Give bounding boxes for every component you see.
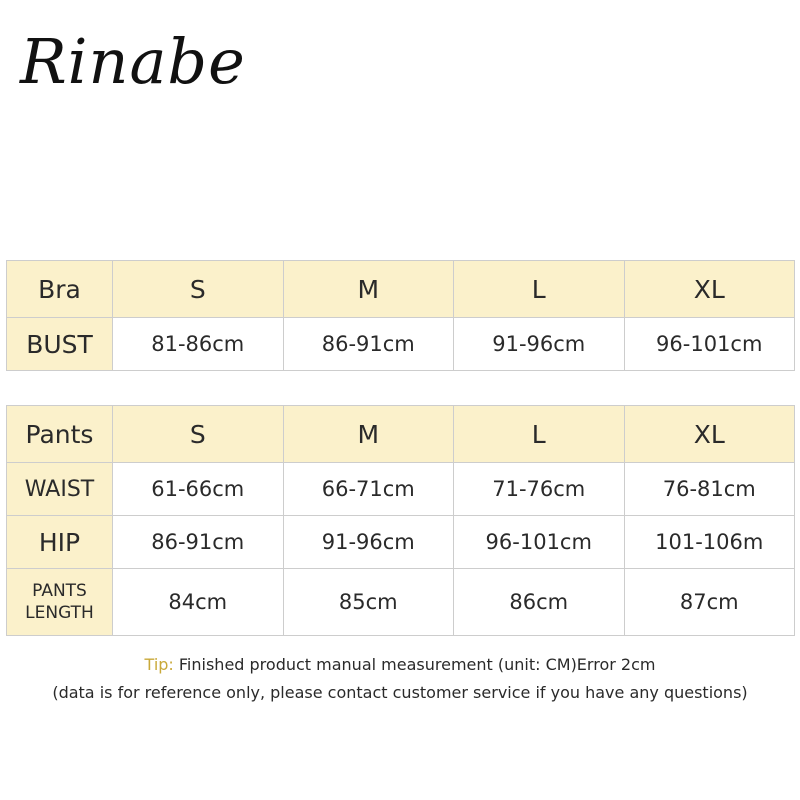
hip-value-xl: 101-106m — [624, 516, 795, 569]
pants-length-label-line1: PANTS — [32, 581, 87, 601]
hip-row — [7, 516, 795, 569]
pants-size-s: S — [113, 406, 284, 463]
pants-length-value-s: 84cm — [113, 569, 284, 636]
waist-value-m: 66-71cm — [283, 463, 454, 516]
bra-header-label: Bra — [7, 261, 113, 318]
waist-value-s: 61-66cm — [113, 463, 284, 516]
pants-length-row — [7, 569, 795, 636]
bra-size-xl: XL — [624, 261, 795, 318]
pants-length-value-xl: 87cm — [624, 569, 795, 636]
hip-value-l: 96-101cm — [454, 516, 625, 569]
pants-size-l: L — [454, 406, 625, 463]
bust-value-l: 91-96cm — [454, 318, 625, 371]
hip-label: HIP — [7, 516, 113, 569]
waist-value-l: 71-76cm — [454, 463, 625, 516]
waist-row — [7, 463, 795, 516]
tip-prefix: Tip: — [144, 655, 179, 674]
brand-logo: Rinabe — [20, 25, 246, 98]
bra-size-l: L — [454, 261, 625, 318]
reference-note: (data is for reference only, please contact customer service if you have any questions) — [52, 683, 748, 702]
bust-label: BUST — [7, 318, 113, 371]
pants-size-m: M — [283, 406, 454, 463]
pants-length-value-l: 86cm — [454, 569, 625, 636]
bra-size-table — [6, 260, 795, 371]
bra-size-s: S — [113, 261, 284, 318]
pants-size-table — [6, 405, 795, 636]
pants-size-xl: XL — [624, 406, 795, 463]
bust-value-xl: 96-101cm — [624, 318, 795, 371]
hip-value-m: 91-96cm — [283, 516, 454, 569]
bust-value-s: 81-86cm — [113, 318, 284, 371]
bra-header-row — [7, 261, 795, 318]
bust-row — [7, 318, 795, 371]
pants-length-value-m: 85cm — [283, 569, 454, 636]
tip-text: Finished product manual measurement (unit: CM)Error 2cm — [178, 655, 656, 674]
pants-length-label — [7, 569, 113, 636]
waist-value-xl: 76-81cm — [624, 463, 795, 516]
pants-header-row — [7, 406, 795, 463]
pants-length-label-line2: LENGTH — [25, 603, 94, 623]
hip-value-s: 86-91cm — [113, 516, 284, 569]
tip-line — [0, 655, 800, 674]
waist-label: WAIST — [7, 463, 113, 516]
bust-value-m: 86-91cm — [283, 318, 454, 371]
bra-size-m: M — [283, 261, 454, 318]
pants-header-label: Pants — [7, 406, 113, 463]
